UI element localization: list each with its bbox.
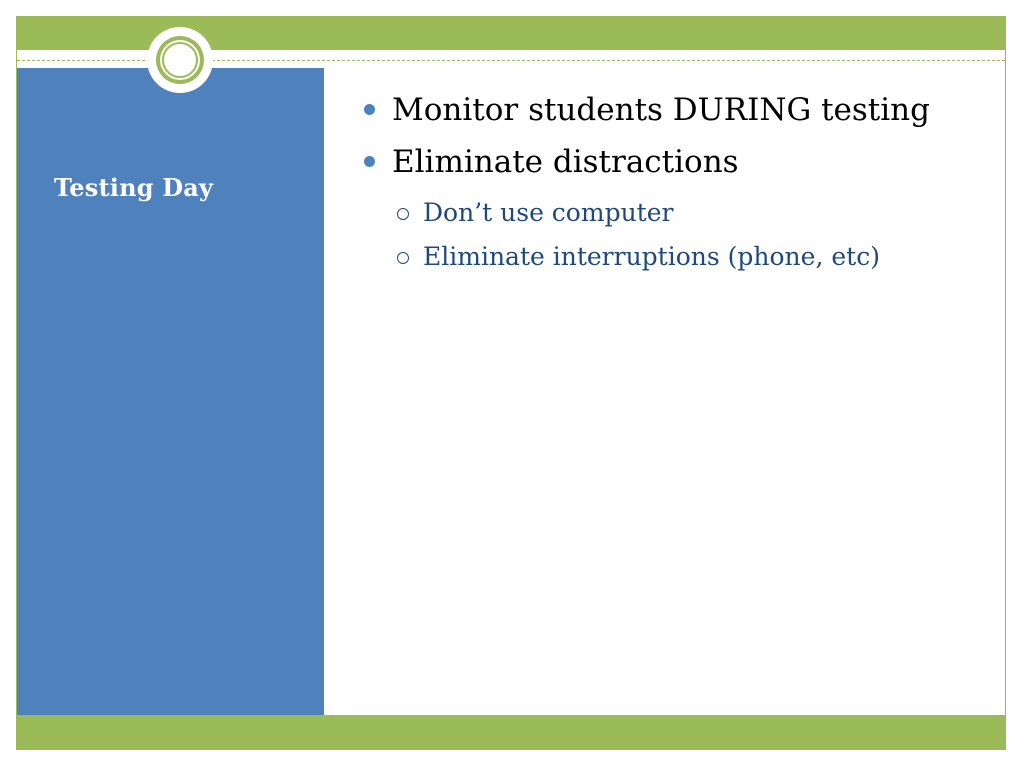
bullet-dot-icon — [364, 104, 375, 115]
slide — [16, 16, 1006, 750]
decorative-ring-icon — [147, 27, 213, 93]
sub-bullet-text: Eliminate interruptions (phone, etc) — [423, 242, 880, 271]
sub-bullet-item — [360, 235, 980, 279]
bullet-item — [360, 87, 980, 133]
sub-bullet-text: Don’t use computer — [423, 198, 674, 227]
bullet-text: Monitor students DURING testing — [392, 92, 930, 128]
bullet-text: Eliminate distractions — [392, 144, 739, 180]
title-sidebar — [17, 68, 324, 716]
slide-body — [360, 87, 980, 279]
bottom-accent-band — [17, 715, 1005, 749]
hollow-circle-bullet-icon — [397, 208, 409, 220]
hollow-circle-bullet-icon — [397, 252, 409, 264]
bullet-item — [360, 139, 980, 185]
bullet-dot-icon — [364, 156, 375, 167]
slide-title: Testing Day — [54, 173, 214, 202]
sub-bullet-item — [360, 191, 980, 235]
